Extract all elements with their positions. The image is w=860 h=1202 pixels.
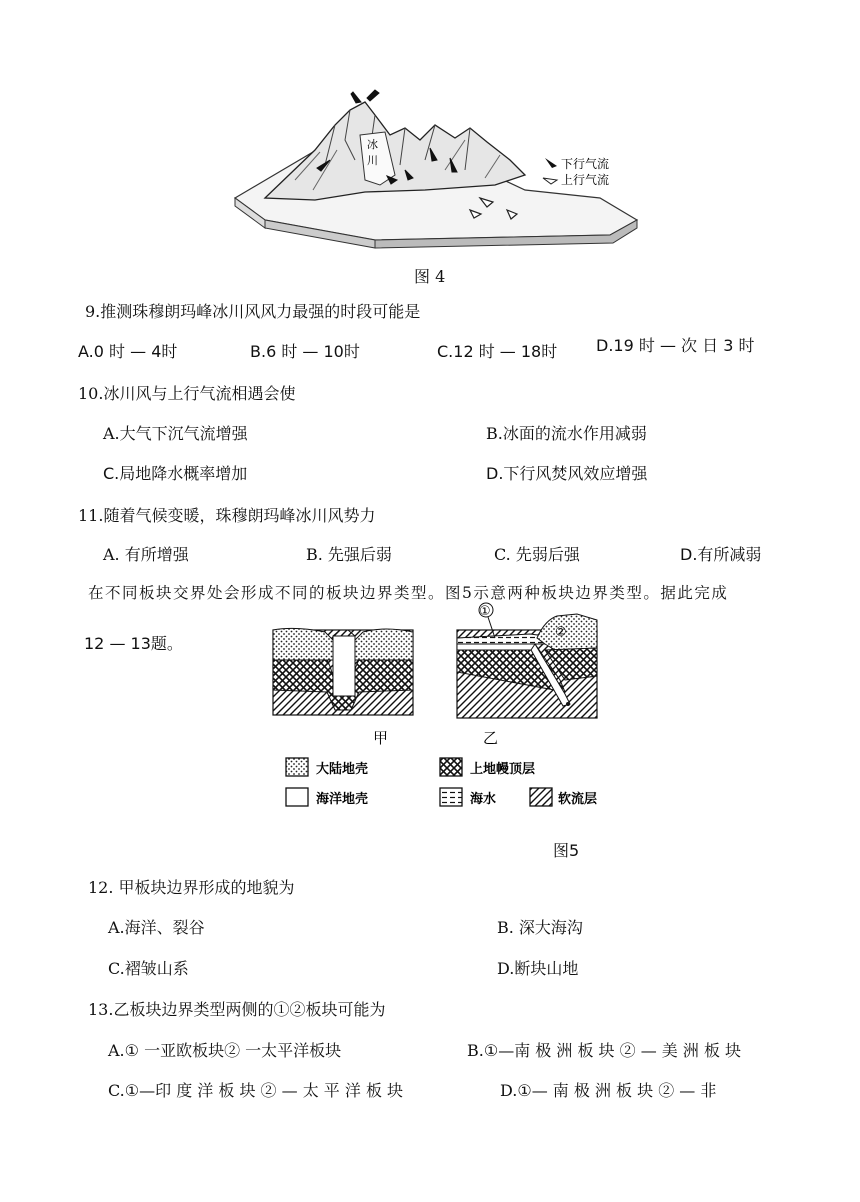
q10-option-c: C.局地降水概率增加 bbox=[103, 464, 248, 483]
legend-seawater: 海水 bbox=[470, 792, 497, 807]
legend-asthenosphere: 软流层 bbox=[558, 792, 598, 807]
q11-option-a: A. 有所增强 bbox=[103, 545, 189, 564]
legend-swatch-oceanic-crust bbox=[286, 788, 308, 806]
marker-2: ② bbox=[555, 625, 567, 640]
marker-1: ① bbox=[479, 604, 491, 619]
glacier-label-2: 川 bbox=[367, 154, 378, 167]
q13-stem: 13.乙板块边界类型两侧的①②板块可能为 bbox=[88, 1000, 386, 1019]
glacier-label-1: 冰 bbox=[367, 138, 378, 151]
figure-5-yi-diagram bbox=[457, 603, 597, 718]
figure-4-caption: 图 4 bbox=[414, 267, 446, 286]
q10-stem: 10.冰川风与上行气流相遇会使 bbox=[78, 384, 296, 403]
q9-option-d: D.19 时 — 次 日 3 时 bbox=[596, 336, 755, 355]
q12-option-b: B. 深大海沟 bbox=[497, 918, 583, 937]
intro-line-2: 12 — 13题。 bbox=[84, 634, 183, 653]
q11-option-c: C. 先弱后强 bbox=[494, 545, 580, 564]
q9-stem: 9.推测珠穆朗玛峰冰川风风力最强的时段可能是 bbox=[85, 302, 421, 321]
q10-option-a: A.大气下沉气流增强 bbox=[103, 424, 248, 443]
legend-continental-crust: 大陆地壳 bbox=[316, 762, 369, 777]
q11-stem: 11.随着气候变暖，珠穆朗玛峰冰川风势力 bbox=[78, 506, 376, 525]
legend-swatch-seawater bbox=[440, 788, 462, 806]
q9-option-b: B.6 时 — 10时 bbox=[250, 342, 360, 361]
q10-option-b: B.冰面的流水作用减弱 bbox=[486, 424, 647, 443]
legend-swatch-upper-mantle bbox=[440, 758, 462, 776]
figure-5-legend bbox=[286, 758, 597, 807]
legend-oceanic-crust: 海洋地壳 bbox=[316, 792, 369, 807]
q11-option-b: B. 先强后弱 bbox=[306, 545, 392, 564]
q13-option-c: C.①—印 度 洋 板 块 ② — 太 平 洋 板 块 bbox=[108, 1081, 404, 1100]
legend-down-arrow-icon bbox=[545, 158, 557, 168]
label-jia: 甲 bbox=[373, 729, 389, 747]
intro-line-1: 在不同板块交界处会形成不同的板块边界类型。图5示意两种板块边界类型。据此完成 bbox=[88, 584, 729, 602]
q12-option-a: A.海洋、裂谷 bbox=[108, 918, 205, 937]
q13-option-d: D.①— 南 极 洲 板 块 ② — 非 bbox=[500, 1081, 717, 1100]
figure-5-caption: 图5 bbox=[553, 841, 580, 860]
legend-upper-mantle: 上地幔顶层 bbox=[470, 762, 536, 777]
q9-option-c: C.12 时 — 18时 bbox=[437, 342, 558, 361]
label-yi: 乙 bbox=[483, 729, 499, 747]
q10-option-d: D.下行风焚风效应增强 bbox=[486, 464, 648, 483]
legend-up-label: 上行气流 bbox=[561, 173, 610, 187]
legend-up-arrow-icon bbox=[543, 178, 557, 184]
legend-swatch-asthenosphere bbox=[530, 788, 552, 806]
q12-stem: 12. 甲板块边界形成的地貌为 bbox=[88, 878, 295, 897]
q9-option-a: A.0 时 — 4时 bbox=[78, 342, 178, 361]
q12-option-d: D.断块山地 bbox=[497, 959, 579, 978]
figure-4-illustration bbox=[225, 80, 655, 255]
legend-swatch-continental-crust bbox=[286, 758, 308, 776]
figure-5-jia-diagram bbox=[273, 628, 413, 715]
legend-down-label: 下行气流 bbox=[561, 157, 610, 171]
q11-option-d: D.有所减弱 bbox=[680, 545, 762, 564]
figure-5-illustration bbox=[265, 600, 610, 830]
q13-option-a: A.① 一亚欧板块② 一太平洋板块 bbox=[108, 1041, 342, 1060]
q13-option-b: B.①—南 极 洲 板 块 ② — 美 洲 板 块 bbox=[467, 1041, 742, 1060]
q12-option-c: C.褶皱山系 bbox=[108, 959, 189, 978]
